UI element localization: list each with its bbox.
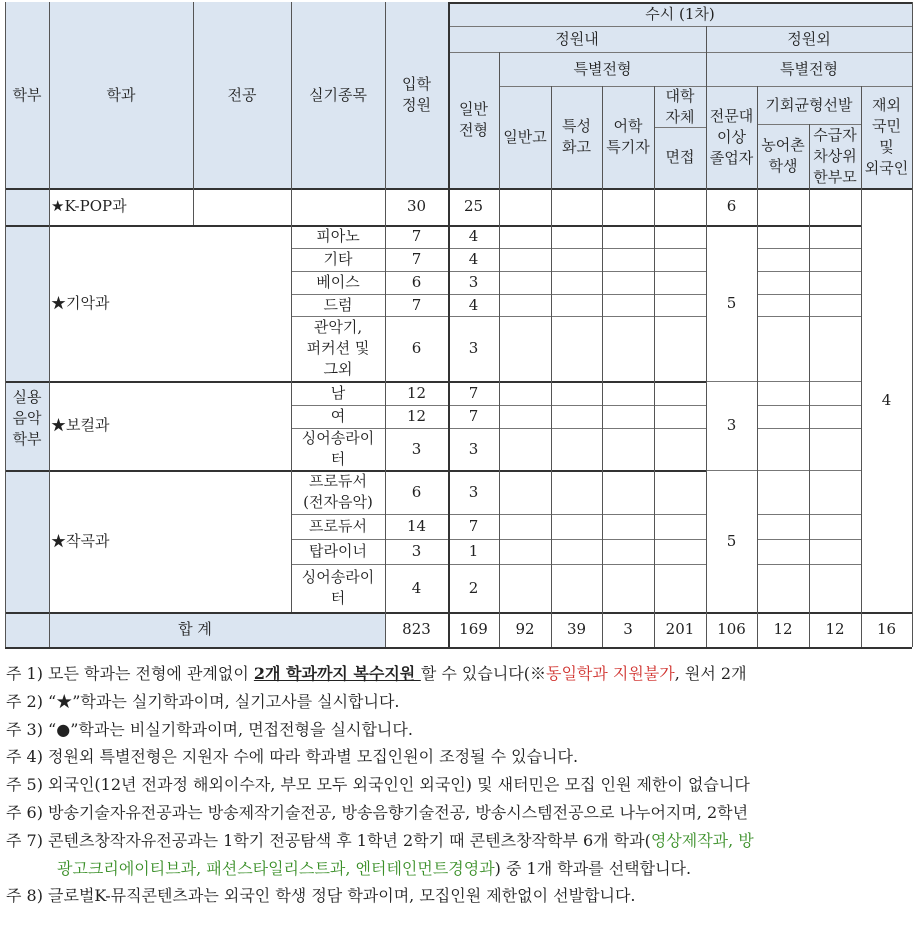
vocal-general: 3: [468, 439, 479, 458]
note-1: [6, 660, 914, 688]
instrument-item: 기타: [323, 250, 353, 268]
composition-general: 3: [468, 482, 479, 501]
header-college-grad: 전문대 이상 졸업자: [706, 86, 757, 188]
header-quota: 입학 정원: [385, 2, 448, 188]
grid-line: [5, 381, 706, 383]
notes-section: [6, 660, 914, 928]
kpop-name: ★K-POP과: [51, 197, 127, 215]
composition-college-grad: 5: [726, 531, 737, 550]
note-7-continued: [6, 855, 914, 883]
grid-line: [706, 26, 707, 647]
header-univ-own: 대학 자체: [654, 86, 706, 127]
vocal-general: 7: [468, 383, 479, 402]
instrument-quota: 7: [411, 250, 422, 268]
total-quota: 823: [402, 620, 431, 638]
grid-line: [5, 2, 6, 647]
header-welfare: 수급자 차상위 한부모: [809, 124, 861, 188]
note-7: [6, 827, 914, 855]
instrument-quota: 6: [411, 339, 422, 357]
vocal-item: 남: [330, 383, 346, 402]
composition-quota: 14: [406, 517, 427, 535]
grid-line: [448, 26, 912, 27]
total-college-grad: 106: [717, 620, 746, 638]
note-8: 주 8) 글로벌K-뮤직콘텐츠과는 외국인 학생 정담 학과이며, 모집인원 제한없이 선발합니다.: [6, 886, 636, 906]
grid-line: [861, 86, 862, 647]
composition-general: 1: [468, 542, 479, 560]
grid-line: [706, 470, 757, 471]
header-general-hs: 일반고: [499, 86, 551, 188]
note-4: 주 4) 정원외 특별전형은 지원자 수에 따라 학과별 모집인원이 조정될 수 있습니다.: [6, 747, 579, 767]
grid-line: [654, 86, 655, 647]
note-7-text: 주 7) 콘텐츠창작자유전공과는 1학기 전공탐색 후 1학년 2학기 때 콘텐츠창작학부 6개 학과(: [6, 830, 651, 850]
grid-line: [602, 86, 603, 647]
note-6: 주 6) 방송기술자유전공과는 방송제작기술전공, 방송음향기술전공, 방송시스템전공으로 나누어지며, 2학년: [6, 802, 749, 822]
header-rural: 농어촌 학생: [757, 124, 809, 188]
grid-line: [448, 52, 912, 53]
header-general: 일반 전형: [448, 52, 499, 188]
header-special-out: 특별전형: [706, 52, 912, 86]
header-special-in: 특별전형: [499, 52, 706, 86]
instrument-quota: 7: [411, 227, 422, 245]
division-name: 실용 음악 학부: [5, 225, 49, 612]
total-interview: 201: [665, 620, 695, 638]
note-7b-end: ) 중 1개 학과를 선택합니다.: [494, 858, 692, 878]
grid-line: [5, 188, 912, 190]
grid-line: [385, 2, 386, 647]
total-general-hs: 92: [515, 620, 535, 638]
note-2: 주 2) “★”학과는 실기학과이며, 실기고사를 실시합니다.: [6, 691, 400, 711]
grid-line: [757, 86, 758, 647]
vocal-quota: 12: [406, 383, 427, 402]
grid-line: [49, 2, 50, 647]
note-5: 주 5) 외국인(12년 전과정 해외이수자, 부모 모두 외국인인 외국인) 및 새터민은 모집 인원 제한이 없습니다: [6, 775, 750, 795]
grid-line: [193, 2, 194, 188]
grid-line: [448, 2, 912, 4]
grid-line: [809, 124, 810, 647]
kpop-college-grad: 6: [726, 197, 737, 215]
header-major: 전공: [193, 2, 291, 188]
vocal-college-grad: 3: [726, 416, 737, 434]
header-susi: 수시 (1차): [448, 2, 912, 26]
grid-line: [551, 86, 552, 647]
grid-line: [654, 127, 706, 128]
instrument-college-grad: 5: [726, 293, 737, 312]
total-language: 3: [623, 620, 633, 638]
header-practical: 실기종목: [291, 2, 385, 188]
total-overseas: 16: [876, 620, 897, 638]
grid-line: [499, 52, 500, 647]
vocal-item: 여: [330, 407, 346, 425]
instrument-item: 드럼: [323, 295, 353, 314]
composition-item: 프로듀서 (전자음악): [303, 472, 373, 511]
grid-line: [5, 225, 861, 227]
header-language: 어학 특기자: [602, 86, 654, 188]
composition-quota: 3: [411, 542, 422, 560]
vocal-quota: 3: [411, 439, 422, 458]
instrument-item: 피아노: [316, 227, 360, 245]
composition-general: 7: [468, 517, 479, 535]
vocal-quota: 12: [406, 407, 427, 425]
admission-quota-table: [5, 2, 914, 649]
total-welfare: 12: [825, 620, 845, 638]
composition-name: ★작곡과: [51, 531, 110, 550]
instrument-general: 4: [468, 250, 479, 268]
total-label: 합 계: [5, 612, 385, 647]
header-dept-group: 학부: [5, 2, 49, 188]
grid-line: [5, 470, 706, 472]
header-interview: 면접: [654, 127, 706, 188]
kpop-general: 25: [463, 197, 484, 215]
instrument-general: 4: [468, 295, 479, 314]
instrument-quota: 7: [411, 295, 422, 314]
note-3: 주 3) “●”학과는 비실기학과이며, 면접전형을 실시합니다.: [6, 719, 413, 739]
note-1-end: , 원서 2개: [674, 664, 747, 683]
total-rural: 12: [773, 620, 793, 638]
instrument-quota: 6: [411, 273, 422, 291]
composition-item: 싱어송라이 터: [301, 568, 375, 607]
grid-line: [5, 612, 912, 614]
header-out-quota: 정원외: [706, 26, 912, 52]
note-1-emphasis: 2개 학과까지 복수지원: [253, 664, 421, 683]
grid-line: [291, 2, 292, 612]
instrument-name: ★기악과: [51, 293, 110, 312]
instrument-general: 3: [468, 273, 479, 291]
grid-line: [706, 381, 757, 382]
note-7b-green: 광고크리에이티브과, 패션스타일리스트과, 엔터테인먼트경영과: [57, 858, 495, 878]
grid-line: [448, 2, 450, 647]
header-special-hs: 특성 화고: [551, 86, 602, 188]
header-overseas: 재외 국민 및 외국인: [861, 86, 912, 188]
kpop-group-cell: [5, 188, 49, 225]
kpop-quota: 30: [406, 197, 427, 215]
composition-general: 2: [468, 578, 479, 597]
total-special-hs: 39: [566, 620, 587, 638]
total-general: 169: [459, 620, 488, 638]
instrument-item: 관악기, 퍼커션 및 그외: [306, 318, 370, 378]
composition-quota: 4: [411, 578, 422, 597]
note-1-text: 주 1) 모든 학과는 전형에 관계없이: [6, 664, 254, 683]
overseas-value: 4: [881, 390, 892, 409]
composition-item: 탑라이너: [309, 542, 367, 560]
composition-item: 프로듀서: [309, 517, 367, 535]
instrument-item: 베이스: [316, 273, 360, 291]
grid-line: [912, 2, 913, 647]
instrument-general: 4: [468, 227, 479, 245]
grid-line: [193, 188, 194, 225]
vocal-name: ★보컬과: [51, 416, 110, 434]
header-department: 학과: [49, 2, 193, 188]
vocal-general: 7: [468, 407, 479, 425]
note-1-mid: 할 수 있습니다(※: [420, 664, 546, 683]
instrument-general: 3: [468, 339, 479, 357]
vocal-item: 싱어송라이 터: [301, 429, 375, 468]
header-equal-opp: 기회균형선발: [757, 86, 861, 124]
note-1-red: 동일학과 지원불가: [545, 664, 675, 683]
composition-quota: 6: [411, 482, 422, 501]
grid-line: [5, 647, 912, 649]
header-in-quota: 정원내: [448, 26, 706, 52]
note-7-green: 영상제작과, 방: [650, 830, 754, 850]
